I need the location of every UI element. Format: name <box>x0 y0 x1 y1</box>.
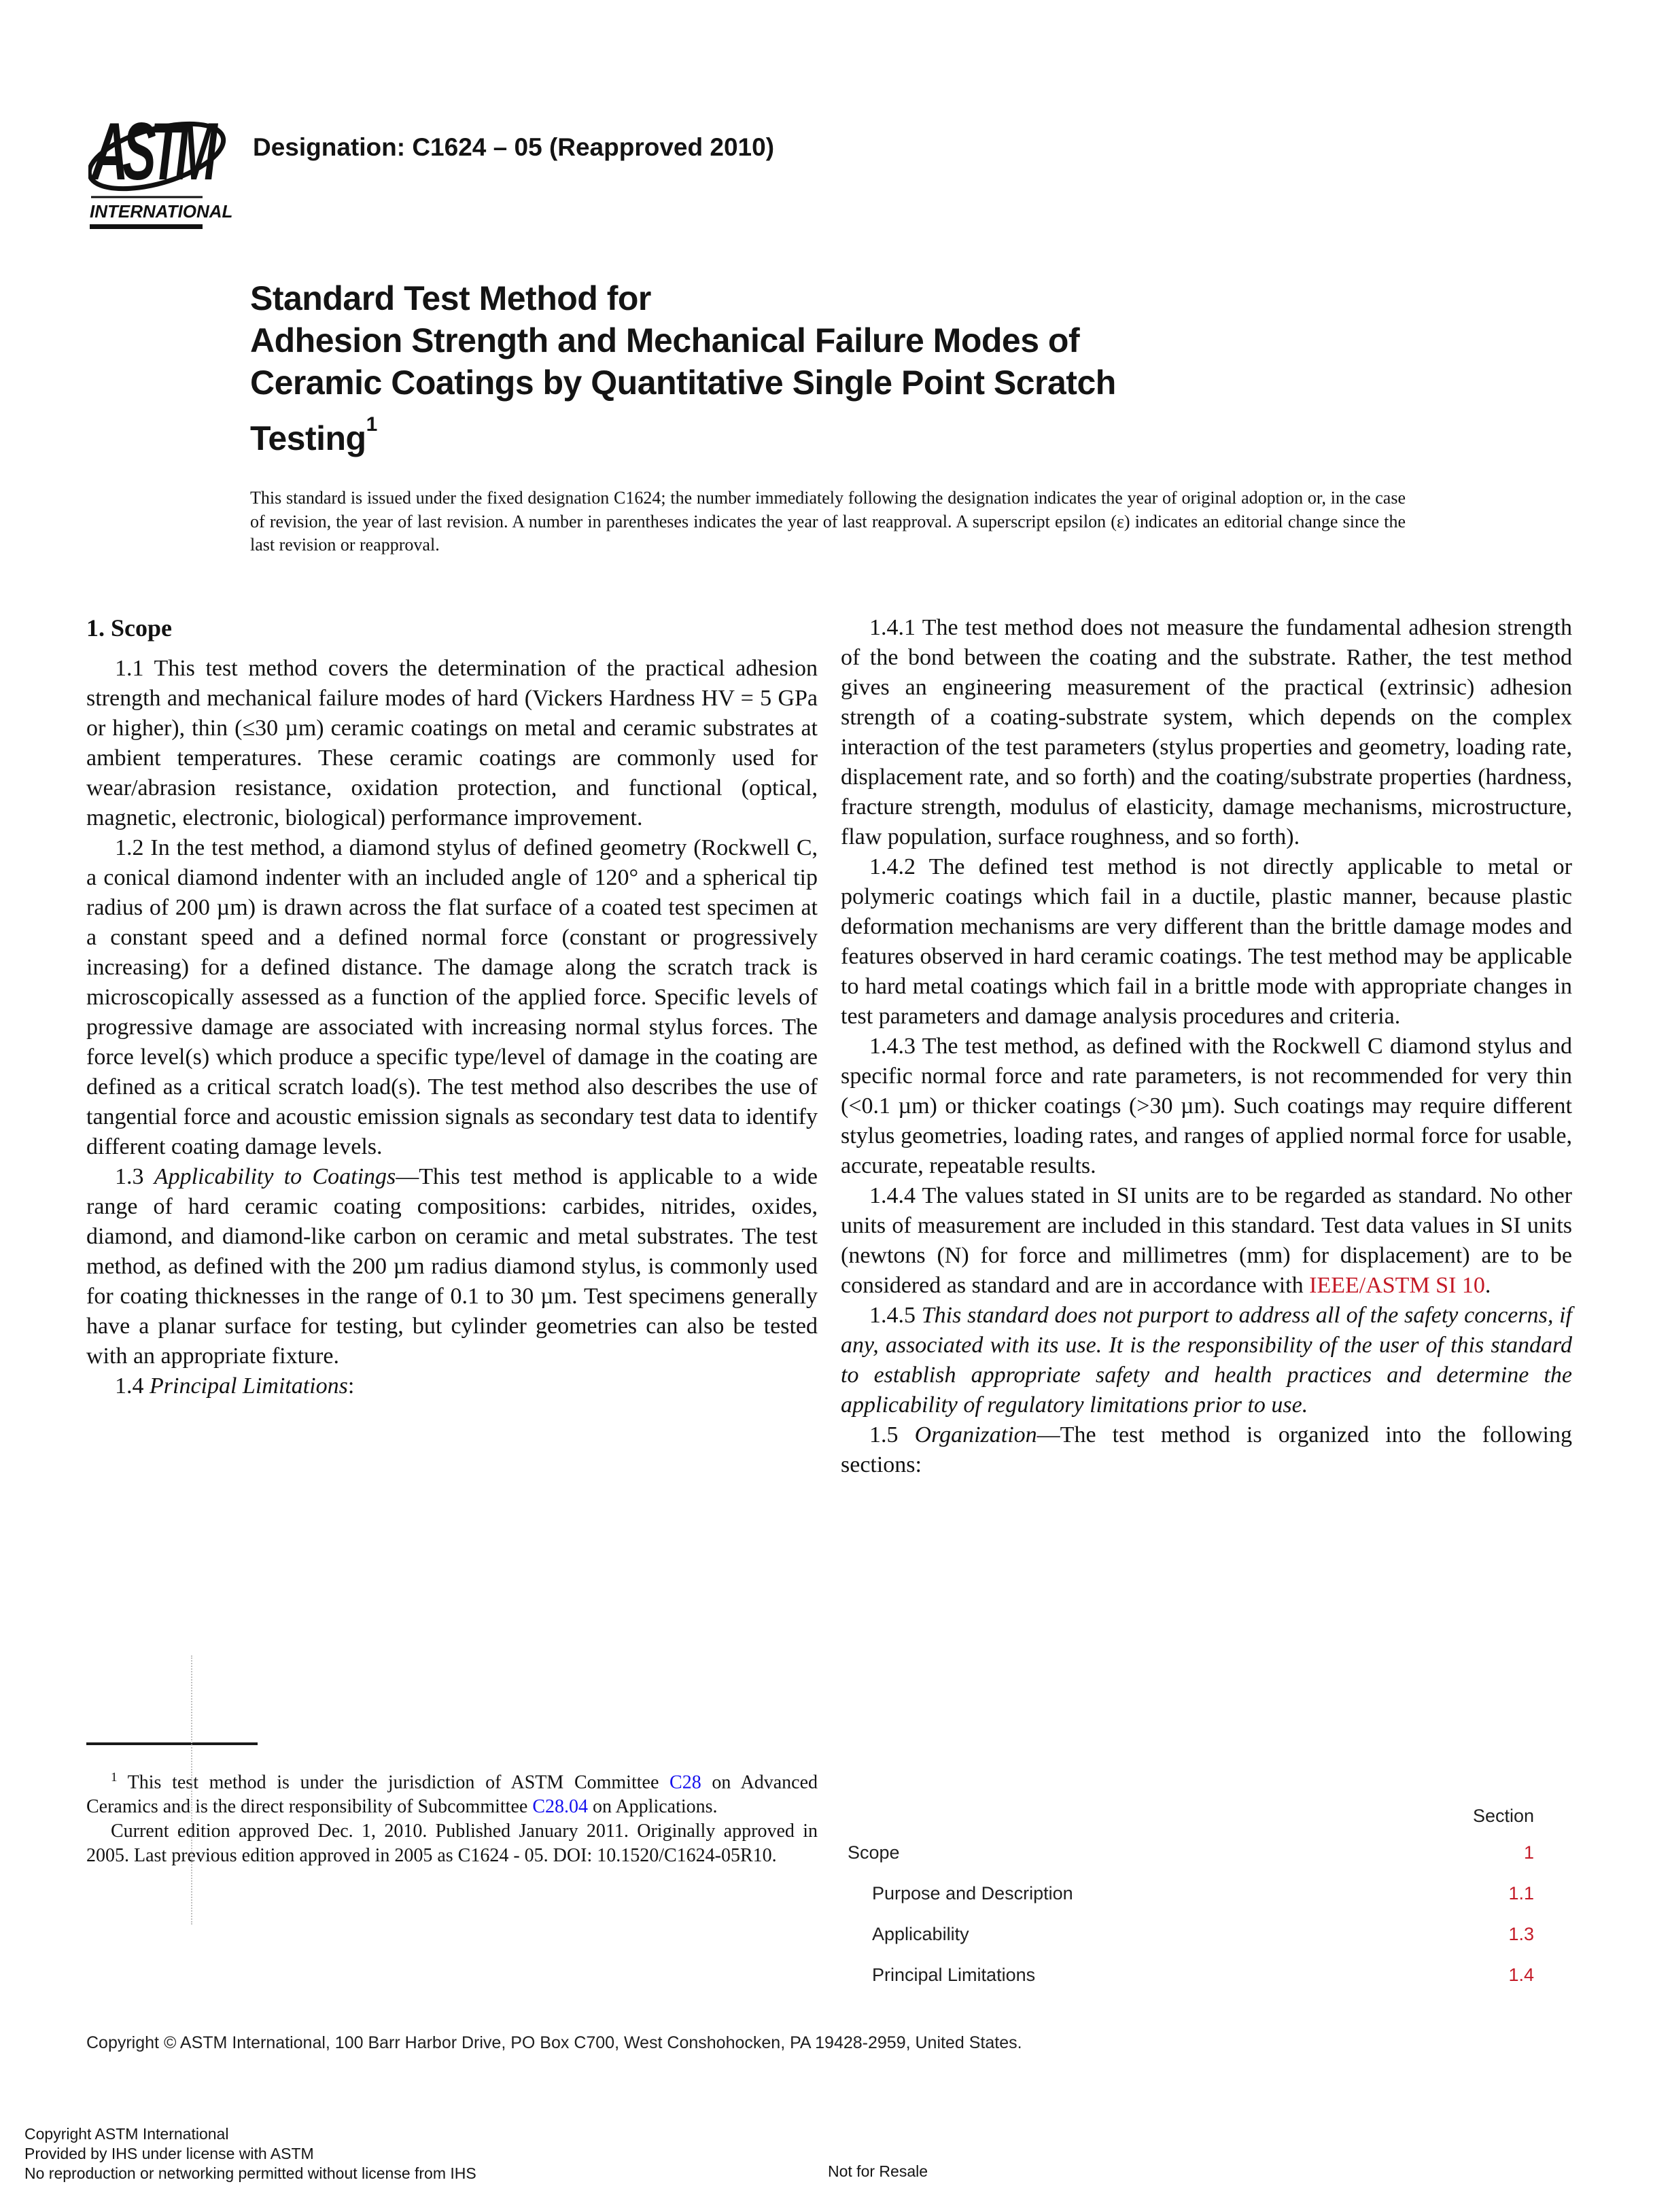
para-text: —The test method is organized into the following sections: <box>841 1422 1572 1477</box>
paragraph-1-4-1: 1.4.1 The test method does not measure the fundamental adhesion strength of the bond between the coating and the substrate. Rather, the test method gives an engineering measurement of the practical (extrinsic) adhesion strength of a coating-substrate system, which depends on the complex interaction of the test parameters (stylus properties and geometry, loading rate, displacement rate, and so forth) and the coating/substrate properties (hardness, fracture strength, modulus of elasticity, damage mechanisms, microstructure, flaw population, surface roughness, and so forth). <box>841 615 1572 849</box>
para-lead-italic: Applicability to Coatings <box>154 1164 396 1189</box>
footnote-marker: 1 <box>111 1770 118 1785</box>
paragraph-1-4-5 <box>841 1301 1572 1420</box>
designation-line: Designation: C1624 – 05 (Reapproved 2010) <box>253 133 775 161</box>
paragraph-1-5 <box>841 1420 1572 1480</box>
link-subcommittee-c28-04[interactable]: C28.04 <box>532 1796 588 1818</box>
section-heading-scope: 1. Scope <box>86 614 172 642</box>
toc-column-header: Section <box>1472 1806 1534 1826</box>
organization-section-table <box>848 1801 1534 2001</box>
toc-row <box>848 1838 1534 1867</box>
link-committee-c28[interactable]: C28 <box>669 1772 701 1793</box>
para-text: : <box>347 1373 355 1399</box>
toc-section-number[interactable]: 1.3 <box>1508 1924 1534 1944</box>
toc-row <box>848 1878 1534 1908</box>
footnote-block <box>86 1742 818 1868</box>
toc-row <box>848 1919 1534 1949</box>
para-italic-text: This standard does not purport to address all of the safety concerns, if any, associated with its use. It is the responsibility of the user of this standard to establish appropriate safety and health practices and determine the applicability of regulatory limitations prior to use. <box>841 1303 1573 1418</box>
toc-label: Scope <box>848 1842 900 1863</box>
title-line-3: Ceramic Coatings by Quantitative Single Point Scratch <box>250 364 1116 402</box>
paragraph-1-4-3: 1.4.3 The test method, as defined with the Rockwell C diamond stylus and specific normal force and rate parameters, is not recommended for very thin (<0.1 µm) or thicker coatings (>30 µm). Such coatings may require different stylus geometries, loading rates, and ranges of applied normal force for usable, accurate, repeatable results. <box>841 1034 1572 1178</box>
para-num: 1.5 <box>869 1422 899 1447</box>
paragraph-1-2: 1.2 In the test method, a diamond stylus of defined geometry (Rockwell C, a conical diamond indenter with an included angle of 120° and a spherical tip radius of 200 µm) is drawn across the flat surface of a coated test specimen at a constant speed and a defined normal force (constant or progressively increasing) for a defined distance. The damage along the scratch track is microscopically assessed as a function of the applied force. Specific levels of progressive damage are associated with increasing normal stylus forces. The force level(s) which produce a specific type/level of damage in the coating are defined as a critical scratch load(s). The test method also describes the use of tangential force and acoustic emission signals as secondary test data to identify different coating damage levels. <box>86 835 818 1159</box>
para-text: —This test method is applicable to a wide range of hard ceramic coating compositions: carbides, nitrides, oxides, diamond, and diamond-like carbon on ceramic and metal substrates. The test method, as defined with the 200 µm radius diamond stylus, is commonly used for coating thicknesses in the range of 0.1 to 30 µm. Test specimens generally have a planar surface for testing, but cylinder geometries can also be tested with an appropriate fixture. <box>86 1164 818 1369</box>
toc-label: Purpose and Description <box>872 1883 1073 1903</box>
title-footnote-marker: 1 <box>366 413 377 436</box>
toc-section-number[interactable]: 1.4 <box>1508 1965 1534 1985</box>
para-lead-italic: Principal Limitations <box>150 1373 348 1399</box>
toc-section-number[interactable]: 1 <box>1523 1842 1534 1863</box>
title-line-1: Standard Test Method for <box>250 279 651 317</box>
toc-label: Principal Limitations <box>872 1965 1036 1985</box>
paragraph-1-4-4: 1.4.4 The values stated in SI units are to be regarded as standard. No other units of measurement are included in this standard. Test data values in SI units (newtons (N) for force and millimetres (mm) for displacement) are to be considered as standard and are in accordance with IEEE/ASTM SI 10. <box>841 1183 1572 1298</box>
license-line-2: Provided by IHS under license with ASTM <box>24 2145 314 2162</box>
paragraph-1-4-2: 1.4.2 The defined test method is not directly applicable to metal or polymeric coatings which fail in a ductile, plastic manner, because plastic deformation mechanisms are very different than the brittle damage modes and features observed in hard ceramic coatings. The test method may be applicable to hard metal coatings which fail in a brittle mode with appropriate changes in test parameters and damage analysis procedures and criteria. <box>841 854 1572 1029</box>
para-num: 1.3 <box>115 1164 144 1189</box>
paragraph-1-4 <box>86 1371 818 1401</box>
title-line-4 <box>250 404 1116 459</box>
footnote-2: Current edition approved Dec. 1, 2010. Published January 2011. Originally approved in 2005. Last previous edition approved in 2005 as C1624 - 05. DOI: 10.1520/C1624-05R10. <box>86 1821 818 1867</box>
copyright-line: Copyright © ASTM International, 100 Barr Harbor Drive, PO Box C700, West Conshohocken, PA 19428-2959, United States. <box>86 2033 1022 2052</box>
title-line-2: Adhesion Strength and Mechanical Failure Modes of <box>250 321 1080 359</box>
paragraph-1-1: 1.1 This test method covers the determination of the practical adhesion strength and mechanical failure modes of hard (Vickers Hardness HV = 5 GPa or higher), thin (≤30 µm) ceramic coatings on metal and ceramic substrates at ambient temperatures. These ceramic coatings are commonly used for wear/abrasion resistance, oxidation protection, and functional (optical, magnetic, electronic, biological) performance improvement. <box>86 656 818 830</box>
link-ieee-astm-si-10[interactable]: IEEE/ASTM SI 10 <box>1309 1273 1485 1298</box>
change-bar-mark <box>191 1655 192 1925</box>
footnote-rule <box>86 1742 258 1745</box>
right-column <box>841 613 1573 1985</box>
para-num: 1.4.5 <box>869 1303 916 1328</box>
title-word-testing: Testing <box>250 419 366 457</box>
license-block <box>24 2124 476 2183</box>
page-title <box>250 277 1116 459</box>
not-for-resale-stamp: Not for Resale <box>828 2162 928 2180</box>
toc-row <box>848 1960 1534 1990</box>
issuance-abstract: This standard is issued under the fixed designation C1624; the number immediately following the designation indicates the year of original adoption or, in the case of revision, the year of last revision. A number in parentheses indicates the year of last reapproval. A superscript epsilon (ε) indicates an editorial change since the last revision or reapproval. <box>250 488 1406 555</box>
left-column <box>86 613 818 1967</box>
toc-label: Applicability <box>872 1924 969 1944</box>
para-num: 1.4 <box>115 1373 144 1399</box>
toc-section-number[interactable]: 1.1 <box>1508 1883 1534 1903</box>
license-line-3: No reproduction or networking permitted without license from IHS <box>24 2164 476 2182</box>
astm-logo-icon <box>88 114 245 243</box>
footnote-1: $^1$ This test method is under the jurisdiction of ASTM Committee C28 on Advanced Ceramics and is the direct responsibility of Subcommittee C28.04 on Applications. <box>86 1770 818 1818</box>
svg-text:ASTM: ASTM <box>91 114 212 198</box>
logo-subtext: INTERNATIONAL <box>90 201 233 222</box>
paragraph-1-3 <box>86 1162 818 1371</box>
para-lead-italic: Organization <box>914 1422 1037 1447</box>
license-line-1: Copyright ASTM International <box>24 2125 229 2143</box>
